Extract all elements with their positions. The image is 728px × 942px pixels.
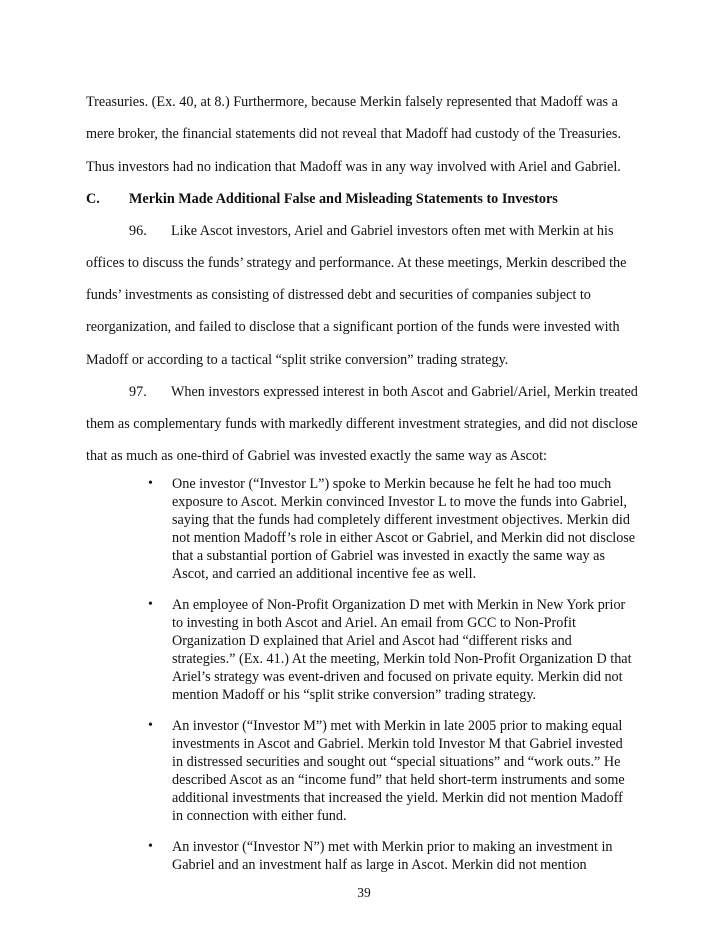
text-line: Thus investors had no indication that Madoff was in any way involved with Ariel and Gabriel. xyxy=(86,159,621,175)
bullet-line: strategies.” (Ex. 41.) At the meeting, Merkin told Non-Profit Organization D that xyxy=(172,651,632,667)
section-heading-text: Merkin Made Additional False and Misleading Statements to Investors xyxy=(129,191,558,207)
bullet-line: exposure to Ascot. Merkin convinced Investor L to move the funds into Gabriel, xyxy=(172,494,627,510)
bullet-line: saying that the funds had completely different investment objectives. Merkin did xyxy=(172,512,630,528)
text-line: Treasuries. (Ex. 40, at 8.) Furthermore, because Merkin falsely represented that Madoff was a xyxy=(86,94,618,110)
bullet-line: Gabriel and an investment half as large in Ascot. Merkin did not mention xyxy=(172,857,587,873)
bullet-line: investments in Ascot and Gabriel. Merkin told Investor M that Gabriel invested xyxy=(172,736,623,752)
text-line: reorganization, and failed to disclose that a significant portion of the funds were invested with xyxy=(86,319,620,335)
page-number: 39 xyxy=(357,885,371,900)
bullet-line: Ariel’s strategy was event-driven and focused on private equity. Merkin did not xyxy=(172,669,623,685)
paragraph-97-first-line xyxy=(129,383,704,401)
paragraph-number: 97. xyxy=(129,384,147,400)
bullet-icon: • xyxy=(148,718,153,733)
bullet-line: to investing in both Ascot and Ariel. An email from GCC to Non-Profit xyxy=(172,615,576,631)
paragraph-number: 96. xyxy=(129,223,147,239)
bullet-line: An investor (“Investor M”) met with Merkin in late 2005 prior to making equal xyxy=(172,718,623,734)
bullet-line: Organization D explained that Ariel and Ascot had “different risks and xyxy=(172,633,572,649)
bullet-line: An employee of Non-Profit Organization D met with Merkin in New York prior xyxy=(172,597,626,613)
bullet-line: in distressed securities and sought out “special situations” and “work outs.” He xyxy=(172,754,621,770)
bullet-icon: • xyxy=(148,839,153,854)
bullet-line: described Ascot as an “income fund” that held short-term instruments and some xyxy=(172,772,625,788)
bullet-icon: • xyxy=(148,476,153,491)
bullet-line: mention Madoff or his “split strike conversion” trading strategy. xyxy=(172,687,537,703)
text-line: that as much as one-third of Gabriel was invested exactly the same way as Ascot: xyxy=(86,448,547,464)
section-heading xyxy=(86,190,661,208)
text-line: offices to discuss the funds’ strategy and performance. At these meetings, Merkin described the xyxy=(86,255,627,271)
bullet-line: Ascot, and carried an additional incentive fee as well. xyxy=(172,566,477,582)
section-heading-letter: C. xyxy=(86,191,100,207)
bullet-icon: • xyxy=(148,597,153,612)
bullet-line: that a substantial portion of Gabriel was invested in exactly the same way as xyxy=(172,548,605,564)
bullet-line: One investor (“Investor L”) spoke to Merkin because he felt he had too much xyxy=(172,476,612,492)
bullet-line: in connection with either fund. xyxy=(172,808,347,824)
text-line: mere broker, the financial statements did not reveal that Madoff had custody of the Treasuries. xyxy=(86,126,621,142)
text-span: When investors expressed interest in both Ascot and Gabriel/Ariel, Merkin treated xyxy=(171,384,638,400)
text-line: Madoff or according to a tactical “split strike conversion” trading strategy. xyxy=(86,352,509,368)
bullet-line: additional investments that increased the yield. Merkin did not mention Madoff xyxy=(172,790,623,806)
bullet-line: An investor (“Investor N”) met with Merkin prior to making an investment in xyxy=(172,839,613,855)
text-span: Like Ascot investors, Ariel and Gabriel investors often met with Merkin at his xyxy=(171,223,614,239)
text-line: them as complementary funds with markedly different investment strategies, and did not disclose xyxy=(86,416,638,432)
text-line: funds’ investments as consisting of distressed debt and securities of companies subject to xyxy=(86,287,591,303)
bullet-line: not mention Madoff’s role in either Ascot or Gabriel, and Merkin did not disclose xyxy=(172,530,636,546)
paragraph-96-first-line xyxy=(129,222,704,240)
